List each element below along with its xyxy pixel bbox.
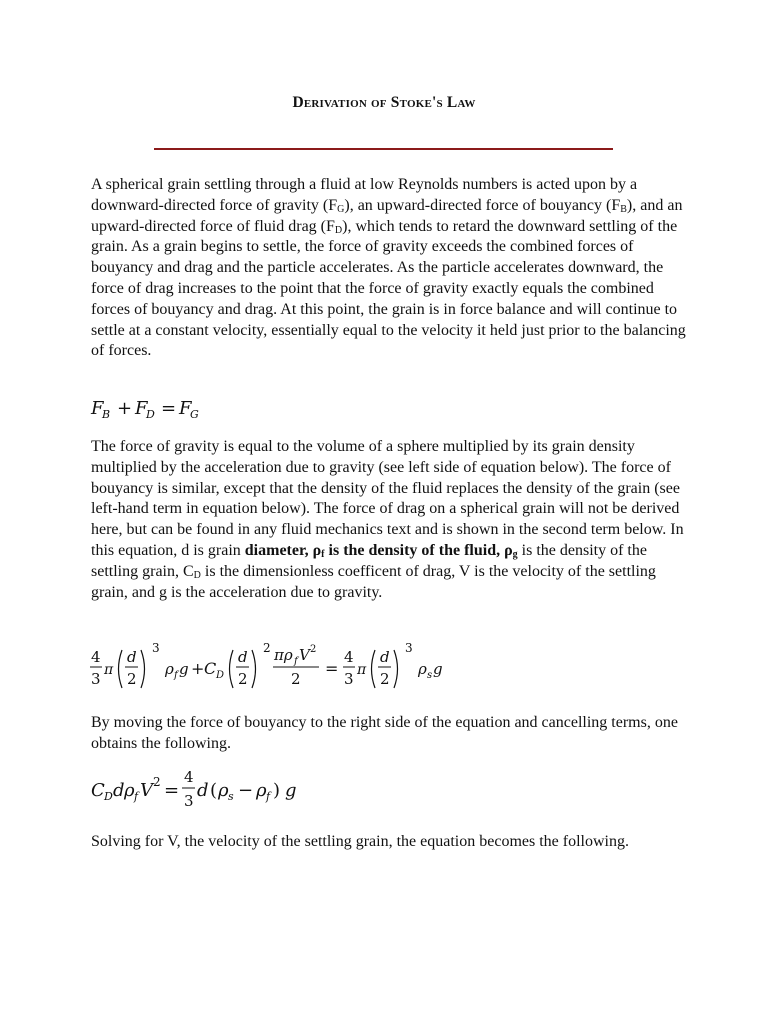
- text-run: is the density of the settling grain, C: [91, 541, 647, 580]
- eq-operator: −: [238, 780, 254, 801]
- eq-symbol: d: [197, 780, 209, 801]
- eq-subscript: D: [146, 408, 155, 421]
- eq-exponent: 3: [405, 641, 413, 655]
- subscript: B: [620, 203, 627, 215]
- paren-left: [119, 650, 123, 688]
- eq-operator: =: [325, 659, 339, 678]
- eq-denominator: 3: [184, 792, 194, 810]
- eq-symbol: V: [299, 646, 310, 664]
- eq-symbol: F: [135, 398, 148, 419]
- eq-numerator: d: [127, 648, 137, 666]
- eq-symbol: g: [179, 660, 189, 678]
- eq-denominator: 3: [91, 670, 101, 688]
- eq-subscript: f: [174, 670, 178, 681]
- eq-denominator: 2: [291, 670, 301, 688]
- subscript: f: [321, 548, 325, 560]
- paren-left: [230, 650, 234, 688]
- eq-exponent: 3: [152, 641, 160, 655]
- eq-operator: +: [117, 398, 133, 419]
- eq-subscript: f: [134, 790, 139, 803]
- eq-numerator: 4: [184, 768, 194, 786]
- text-run: The force of gravity is equal to the volume of a sphere multiplied by its grain density multiplied by the acceleration due to gravity (see left side of equation below). The force of bouyancy is similar, except that the density of the fluid replaces the density of the grain (see left-hand term in equation below). The force of drag on a spherical grain will not be derived here, but can be found in any fluid mechanics text and is shown in the second term below. In this equation, d is grain: [91, 438, 684, 559]
- eq-denominator: 2: [380, 670, 390, 688]
- eq-symbol: F: [91, 398, 104, 419]
- eq-denominator: 3: [344, 670, 354, 688]
- eq-symbol: ρ: [418, 660, 427, 678]
- paragraph-rearrange: By moving the force of bouyancy to the right side of the equation and cancelling terms, one obtains the following.: [91, 714, 678, 752]
- eq-symbol: F: [179, 398, 192, 419]
- eq-numerator: 4: [344, 648, 354, 666]
- eq-symbol: ρ: [124, 780, 135, 801]
- subscript: D: [193, 569, 201, 581]
- equation-force-balance: [91, 394, 231, 424]
- paren-left: [372, 650, 376, 688]
- eq-subscript: D: [216, 670, 225, 681]
- bold-run: diameter, ρ: [244, 541, 322, 559]
- eq-operator: +: [191, 659, 205, 678]
- eq-subscript: f: [294, 656, 298, 667]
- eq-symbol: d: [113, 780, 125, 801]
- eq-subscript: f: [266, 790, 271, 803]
- equation-simplified: [91, 766, 351, 816]
- paren-left: (: [210, 780, 218, 801]
- paragraph-solve: Solving for V, the velocity of the settling grain, the equation becomes the following.: [91, 833, 629, 850]
- eq-exponent: 2: [310, 644, 317, 655]
- page-title: Derivation of Stoke's Law: [292, 94, 476, 111]
- eq-numerator: d: [238, 648, 248, 666]
- eq-subscript: s: [228, 790, 234, 803]
- paren-right: [252, 650, 256, 688]
- eq-symbol: C: [204, 659, 217, 678]
- subscript: G: [337, 203, 345, 215]
- eq-denominator: 2: [127, 670, 137, 688]
- paren-right: [141, 650, 145, 688]
- eq-subscript: D: [104, 790, 113, 803]
- bold-run: is the density of the fluid, ρ: [324, 541, 513, 559]
- text-run: ), and an upward-directed force of fluid drag (F: [91, 196, 683, 235]
- eq-symbol: π: [357, 662, 367, 678]
- paragraph-forces: [91, 437, 691, 603]
- eq-symbol: ρ: [165, 660, 174, 678]
- eq-numerator: d: [380, 648, 390, 666]
- equation-full-balance: [91, 636, 491, 696]
- paren-right: ): [273, 780, 281, 801]
- eq-symbol: g: [433, 660, 443, 678]
- eq-symbol: π: [104, 662, 114, 678]
- eq-symbol: ρ: [256, 780, 267, 801]
- eq-denominator: 2: [238, 670, 248, 688]
- eq-symbol: g: [285, 780, 297, 801]
- text-run: A spherical grain settling through a fluid at low Reynolds numbers is acted upon by a downward-directed force of gravity (F: [91, 176, 638, 214]
- eq-symbol: V: [140, 780, 153, 801]
- eq-numerator: πρ: [274, 646, 293, 664]
- eq-subscript: s: [427, 670, 433, 681]
- eq-operator: =: [164, 780, 180, 801]
- eq-exponent: 2: [153, 775, 161, 789]
- text-run: ), which tends to retard the downward settling of the grain. As a grain begins to settle, the force of gravity exceeds the combined forces of bouyancy and drag and the particle accelerates. As the particle accelerates downward, the force of drag increases to the point that the force of gravity exactly equals the combined forces of bouyancy and drag. At this point, the grain is in force balance and will continue to settle at a constant velocity, essentially equal to the velocity it held just prior to the balancing of forces.: [91, 217, 686, 360]
- eq-operator: =: [161, 398, 177, 419]
- title-rule: [154, 148, 613, 150]
- subscript: g: [512, 548, 518, 560]
- text-run: is the dimensionless coefficent of drag, V is the velocity of the settling grain, and g is the acceleration due to gravity.: [91, 562, 656, 601]
- eq-subscript: G: [190, 408, 199, 421]
- eq-exponent: 2: [263, 641, 271, 655]
- text-run: ), an upward-directed force of bouyancy (F: [344, 196, 621, 214]
- eq-numerator: 4: [91, 648, 101, 666]
- paren-right: [394, 650, 398, 688]
- subscript: D: [334, 224, 343, 236]
- eq-symbol: C: [91, 780, 105, 801]
- paragraph-intro: [91, 175, 691, 362]
- eq-symbol: ρ: [218, 780, 229, 801]
- eq-subscript: B: [102, 408, 111, 421]
